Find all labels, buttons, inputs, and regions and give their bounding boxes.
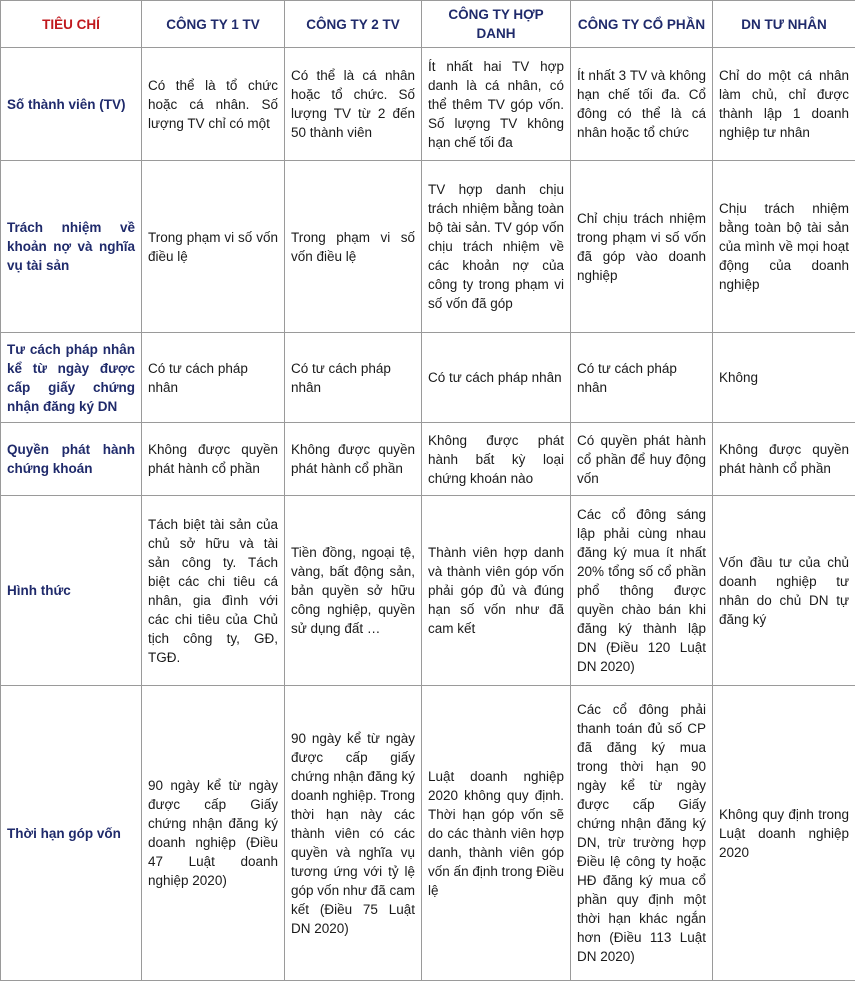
- header-private-enterprise: DN TƯ NHÂN: [713, 1, 855, 48]
- table-cell: Không được quyền phát hành cổ phần: [142, 423, 285, 496]
- row-criterion: Số thành viên (TV): [1, 48, 142, 161]
- table-cell: Các cổ đông sáng lập phải cùng nhau đăng ký mua ít nhất 20% tổng số cổ phần phổ thông được quyền chào bán khi đăng ký thành lập DN (Điều 120 Luật DN 2020): [571, 496, 713, 686]
- table-row: [1, 423, 855, 496]
- table-cell: Có thể là cá nhân hoặc tổ chức. Số lượng TV từ 2 đến 50 thành viên: [285, 48, 422, 161]
- table-row: [1, 333, 855, 423]
- table-cell: TV hợp danh chịu trách nhiệm bằng toàn bộ tài sản. TV góp vốn chịu trách nhiệm về các khoản nợ của công ty trong phạm vi số vốn đã góp: [422, 161, 571, 333]
- table-cell: Có tư cách pháp nhân: [571, 333, 713, 423]
- table-cell: Ít nhất 3 TV và không hạn chế tối đa. Cổ đông có thể là cá nhân hoặc tổ chức: [571, 48, 713, 161]
- row-criterion: Quyền phát hành chứng khoán: [1, 423, 142, 496]
- row-criterion: Hình thức: [1, 496, 142, 686]
- header-partnership: CÔNG TY HỢP DANH: [422, 1, 571, 48]
- table-cell: Có tư cách pháp nhân: [422, 333, 571, 423]
- table-row: [1, 686, 855, 981]
- table-cell: Có tư cách pháp nhân: [285, 333, 422, 423]
- table-cell: Tách biệt tài sản của chủ sở hữu và tài sản công ty. Tách biệt các chi tiêu cá nhân, gia đình với các chi tiêu của Chủ tịch công ty, GĐ, TGĐ.: [142, 496, 285, 686]
- table-cell: 90 ngày kể từ ngày được cấp giấy chứng nhận đăng ký doanh nghiệp. Trong thời hạn này các thành viên có các quyền và nghĩa vụ tương ứng với tỷ lệ góp vốn như đã cam kết (Điều 75 Luật DN 2020): [285, 686, 422, 981]
- table-row: [1, 48, 855, 161]
- table-cell: Thành viên hợp danh và thành viên góp vốn phải góp đủ và đúng hạn số vốn như đã cam kết: [422, 496, 571, 686]
- header-criterion: TIÊU CHÍ: [1, 1, 142, 48]
- header-llc-2-members: CÔNG TY 2 TV: [285, 1, 422, 48]
- table-cell: Có quyền phát hành cổ phần để huy động vốn: [571, 423, 713, 496]
- table-cell: Trong phạm vi số vốn điều lệ: [142, 161, 285, 333]
- table-cell: Chỉ do một cá nhân làm chủ, chỉ được thành lập 1 doanh nghiệp tư nhân: [713, 48, 855, 161]
- header-llc-1-member: CÔNG TY 1 TV: [142, 1, 285, 48]
- table-row: [1, 161, 855, 333]
- table-cell: Không được quyền phát hành cổ phần: [713, 423, 855, 496]
- table-cell: Trong phạm vi số vốn điều lệ: [285, 161, 422, 333]
- table-cell: Không được phát hành bất kỳ loại chứng khoán nào: [422, 423, 571, 496]
- table-cell: Có thể là tổ chức hoặc cá nhân. Số lượng TV chỉ có một: [142, 48, 285, 161]
- table-cell: Luật doanh nghiệp 2020 không quy định. Thời hạn góp vốn sẽ do các thành viên hợp danh, thành viên góp vốn ấn định trong Điều lệ: [422, 686, 571, 981]
- table-cell: Vốn đầu tư của chủ doanh nghiệp tư nhân do chủ DN tự đăng ký: [713, 496, 855, 686]
- row-criterion: Trách nhiệm về khoản nợ và nghĩa vụ tài sản: [1, 161, 142, 333]
- table-cell: Ít nhất hai TV hợp danh là cá nhân, có thể thêm TV góp vốn. Số lượng TV không hạn chế tối đa: [422, 48, 571, 161]
- header-row: [1, 1, 855, 48]
- table-cell: Có tư cách pháp nhân: [142, 333, 285, 423]
- table-cell: Không được quyền phát hành cổ phần: [285, 423, 422, 496]
- table-cell: Chịu trách nhiệm bằng toàn bộ tài sản của mình về mọi hoạt động của doanh nghiệp: [713, 161, 855, 333]
- row-criterion: Tư cách pháp nhân kể từ ngày được cấp giấy chứng nhận đăng ký DN: [1, 333, 142, 423]
- table-cell: Tiền đồng, ngoại tệ, vàng, bất động sản, bản quyền sở hữu công nghiệp, quyền sử dụng đất …: [285, 496, 422, 686]
- table-cell: Các cổ đông phải thanh toán đủ số CP đã đăng ký mua trong thời hạn 90 ngày kể từ ngày được cấp Giấy chứng nhận đăng ký DN, trừ trường hợp Điều lệ công ty hoặc HĐ đăng ký mua cổ phần quy định một thời hạn khác ngắn hơn (Điều 113 Luật DN 2020): [571, 686, 713, 981]
- table-cell: 90 ngày kể từ ngày được cấp Giấy chứng nhận đăng ký doanh nghiệp (Điều 47 Luật doanh nghiệp 2020): [142, 686, 285, 981]
- header-joint-stock: CÔNG TY CỔ PHẦN: [571, 1, 713, 48]
- table-cell: Không quy định trong Luật doanh nghiệp 2020: [713, 686, 855, 981]
- table-row: [1, 496, 855, 686]
- table-cell: Chỉ chịu trách nhiệm trong phạm vi số vốn đã góp vào doanh nghiệp: [571, 161, 713, 333]
- table-cell: Không: [713, 333, 855, 423]
- row-criterion: Thời hạn góp vốn: [1, 686, 142, 981]
